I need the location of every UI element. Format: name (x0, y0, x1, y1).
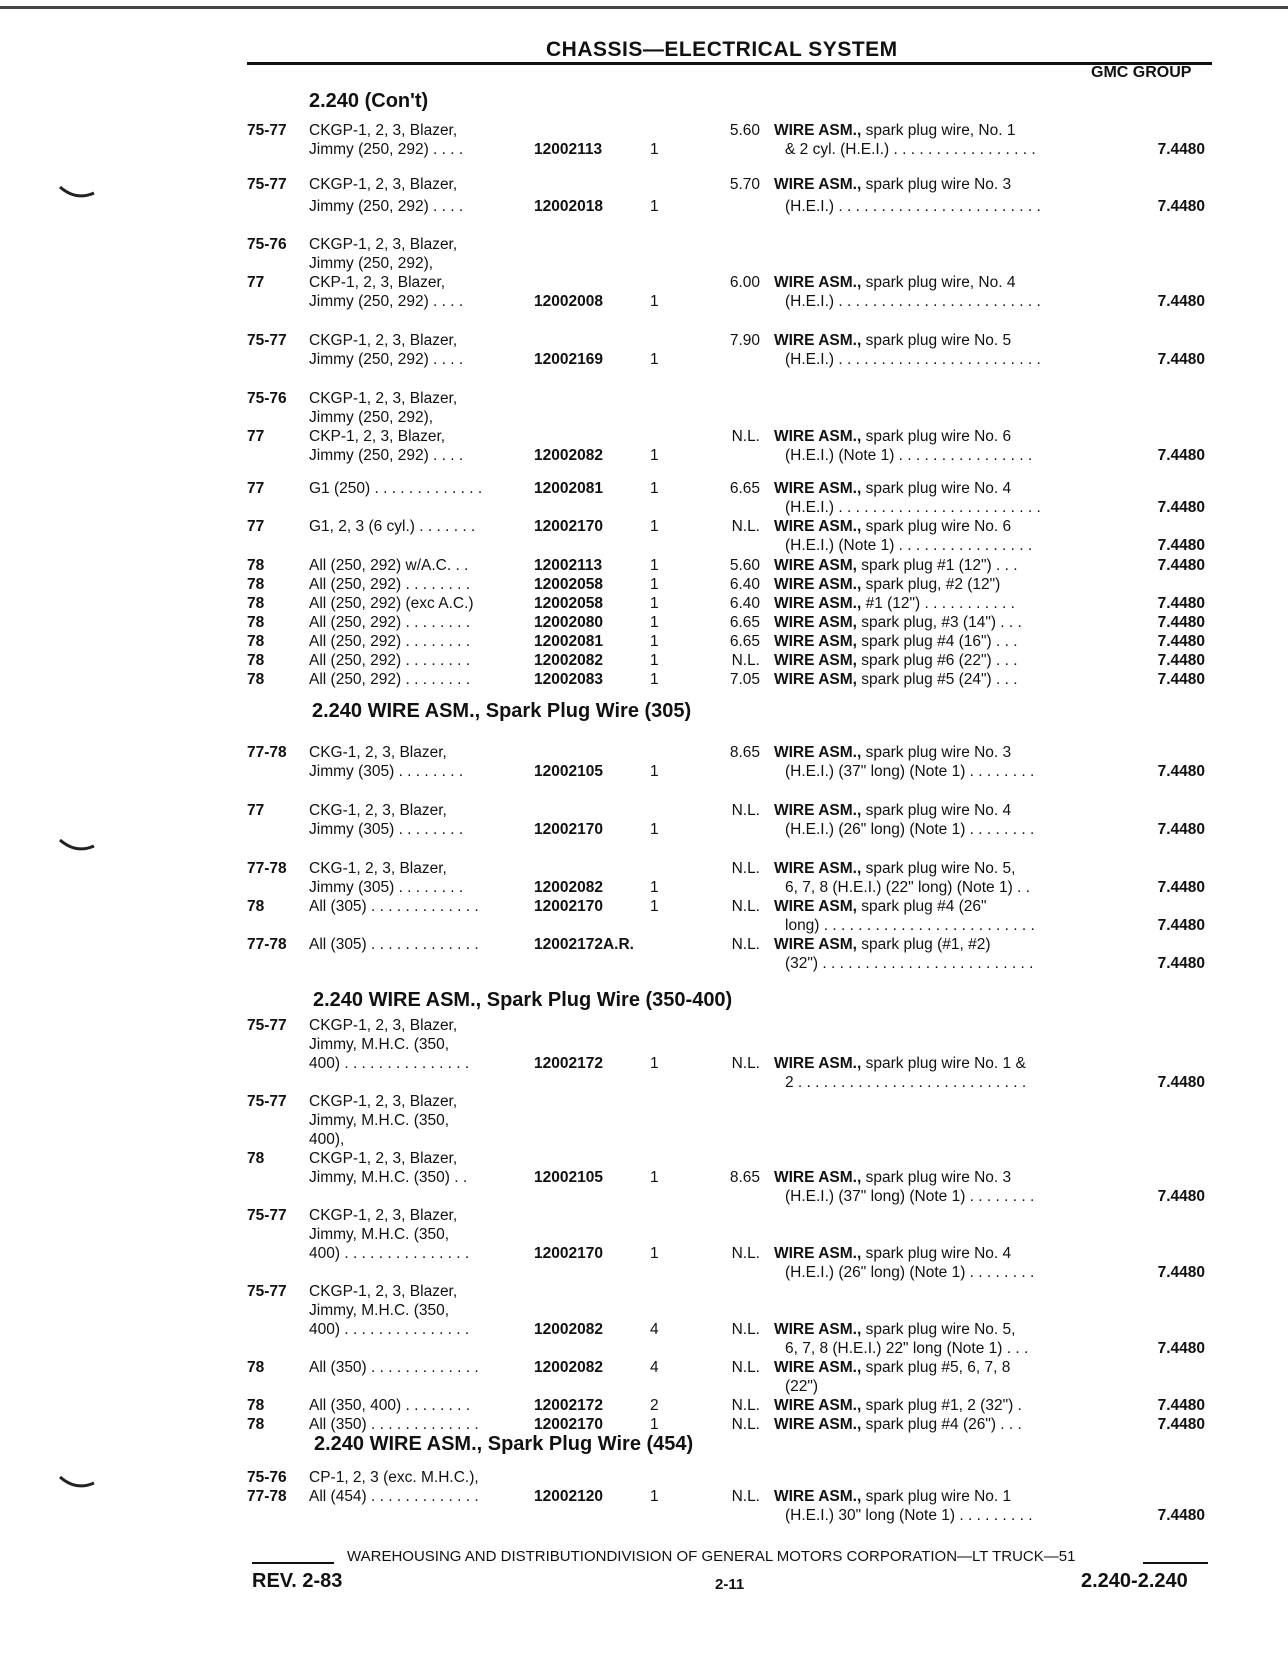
description: WIRE ASM., spark plug, #2 (12") (774, 576, 1001, 593)
group-code: 7.4480 (1157, 671, 1205, 688)
model-text: All (250, 292) . . . . . . . . (309, 671, 471, 688)
year: 78 (247, 614, 265, 631)
description: (H.E.I.) (26" long) (Note 1) . . . . . . . . (785, 1264, 1035, 1281)
year: 77 (247, 428, 265, 445)
part-number: 12002170 (534, 1245, 603, 1262)
price: N.L. (731, 1055, 760, 1072)
description: WIRE ASM, spark plug #6 (22") . . . (774, 652, 1018, 669)
group-code: 7.4480 (1157, 1507, 1205, 1524)
model-text: All (305) . . . . . . . . . . . . . (309, 936, 479, 953)
model-text: Jimmy, M.H.C. (350, (309, 1226, 450, 1243)
group-code: 7.4480 (1157, 763, 1205, 780)
price: N.L. (731, 1245, 760, 1262)
model-text: Jimmy (305) . . . . . . . . (309, 763, 464, 780)
model-text: 400) . . . . . . . . . . . . . . . (309, 1055, 470, 1072)
year: 77-78 (247, 936, 287, 953)
group-code: 7.4480 (1157, 293, 1205, 310)
description: WIRE ASM., spark plug wire No. 1 & (774, 1055, 1026, 1072)
description: (H.E.I.) (26" long) (Note 1) . . . . . . . . (785, 821, 1035, 838)
footer-rule-right (1143, 1562, 1208, 1564)
price: N.L. (731, 428, 760, 445)
quantity: 1 (650, 614, 659, 631)
quantity: 1 (650, 1169, 659, 1186)
year: 75-76 (247, 1469, 287, 1486)
price: 6.65 (729, 633, 760, 650)
price: N.L. (731, 936, 760, 953)
model-text: All (305) . . . . . . . . . . . . . (309, 898, 479, 915)
quantity: 1 (650, 652, 659, 669)
description: (H.E.I.) (37" long) (Note 1) . . . . . . . . (785, 1188, 1035, 1205)
group-code: 7.4480 (1157, 1340, 1205, 1357)
description: WIRE ASM., spark plug wire, No. 1 (774, 122, 1016, 139)
description: WIRE ASM., spark plug wire, No. 4 (774, 274, 1016, 291)
model-text: CKP-1, 2, 3, Blazer, (309, 428, 446, 445)
model-text: CKG-1, 2, 3, Blazer, (309, 744, 447, 761)
group-code: 7.4480 (1157, 447, 1205, 464)
quantity: 1 (650, 576, 659, 593)
description: WIRE ASM., spark plug wire No. 5 (774, 332, 1012, 349)
model-text: CKGP-1, 2, 3, Blazer, (309, 332, 458, 349)
quantity: 1 (650, 518, 659, 535)
part-number: 12002170 (534, 821, 603, 838)
description: WIRE ASM., spark plug wire No. 4 (774, 802, 1012, 819)
binder-hole-mark (58, 838, 96, 852)
year: 77 (247, 480, 265, 497)
model-text: All (250, 292) . . . . . . . . (309, 614, 471, 631)
year: 77-78 (247, 1488, 287, 1505)
group-code: 7.4480 (1157, 879, 1205, 896)
description: WIRE ASM., spark plug wire No. 3 (774, 176, 1012, 193)
quantity: 1 (650, 633, 659, 650)
revision-label: REV. 2-83 (252, 1570, 343, 1592)
model-text: Jimmy (305) . . . . . . . . (309, 821, 464, 838)
model-text: Jimmy (250, 292), (309, 255, 434, 272)
description: WIRE ASM., spark plug wire No. 1 (774, 1488, 1012, 1505)
model-text: Jimmy, M.H.C. (350, (309, 1112, 450, 1129)
model-text: All (250, 292) w/A.C. . . (309, 557, 469, 574)
footer-rule-left (252, 1562, 334, 1564)
year: 77-78 (247, 860, 287, 877)
price: 8.65 (729, 744, 760, 761)
quantity: 1 (650, 351, 659, 368)
model-text: All (350, 400) . . . . . . . . (309, 1397, 471, 1414)
model-text: All (250, 292) (exc A.C.) (309, 595, 474, 612)
description: WIRE ASM, spark plug #1 (12") . . . (774, 557, 1018, 574)
part-number: 12002018 (534, 198, 603, 215)
section-heading-350-400: 2.240 WIRE ASM., Spark Plug Wire (350-400) (313, 989, 733, 1011)
description: WIRE ASM, spark plug #4 (16") . . . (774, 633, 1018, 650)
price: 5.70 (729, 176, 760, 193)
description: WIRE ASM, spark plug #4 (26" (774, 898, 987, 915)
model-text: G1 (250) . . . . . . . . . . . . . (309, 480, 483, 497)
year: 78 (247, 595, 265, 612)
header-rule (247, 62, 1212, 65)
part-number: 12002058 (534, 576, 603, 593)
section-range: 2.240-2.240 (1081, 1570, 1188, 1592)
description: long) . . . . . . . . . . . . . . . . . . . . . . . . . (785, 917, 1035, 934)
part-number: 12002170 (534, 518, 603, 535)
footer-text: WAREHOUSING AND DISTRIBUTIONDIVISION OF GENERAL MOTORS CORPORATION—LT TRUCK—51 (347, 1548, 1076, 1565)
year: 78 (247, 557, 265, 574)
year: 78 (247, 633, 265, 650)
year: 75-76 (247, 236, 287, 253)
part-number: 12002105 (534, 763, 603, 780)
group-code: 7.4480 (1157, 198, 1205, 215)
group-code: 7.4480 (1157, 499, 1205, 516)
part-number: 12002083 (534, 671, 603, 688)
group-code: 7.4480 (1157, 141, 1205, 158)
model-text: Jimmy (250, 292) . . . . (309, 447, 464, 464)
binder-hole-mark (58, 185, 96, 199)
description: (H.E.I.) . . . . . . . . . . . . . . . . . . . . . . . . (785, 499, 1041, 516)
model-text: All (250, 292) . . . . . . . . (309, 652, 471, 669)
description: (H.E.I.) . . . . . . . . . . . . . . . . . . . . . . . . (785, 351, 1041, 368)
model-text: CKGP-1, 2, 3, Blazer, (309, 1283, 458, 1300)
model-text: CKGP-1, 2, 3, Blazer, (309, 122, 458, 139)
price: N.L. (731, 802, 760, 819)
part-number: 12002058 (534, 595, 603, 612)
model-text: 400) . . . . . . . . . . . . . . . (309, 1321, 470, 1338)
quantity: 1 (650, 198, 659, 215)
continued-heading: 2.240 (Con't) (309, 90, 429, 112)
description: WIRE ASM., spark plug wire No. 3 (774, 744, 1012, 761)
part-number: 12002113 (534, 557, 603, 574)
binder-hole-mark (58, 1475, 96, 1489)
model-text: Jimmy (250, 292), (309, 409, 434, 426)
price: 7.90 (729, 332, 760, 349)
quantity: 1 (650, 447, 659, 464)
description: (22") (785, 1378, 819, 1395)
year: 78 (247, 1416, 265, 1433)
quantity: 1 (650, 879, 659, 896)
price: N.L. (731, 1416, 760, 1433)
year: 77-78 (247, 744, 287, 761)
group-code: 7.4480 (1157, 1264, 1205, 1281)
description: 2 . . . . . . . . . . . . . . . . . . . . . . . . . . . (785, 1074, 1027, 1091)
group-code: 7.4480 (1157, 917, 1205, 934)
quantity: 1 (650, 595, 659, 612)
price: N.L. (731, 1397, 760, 1414)
description: WIRE ASM, spark plug, #3 (14") . . . (774, 614, 1022, 631)
year: 75-77 (247, 1017, 287, 1034)
quantity: 2 (650, 1397, 659, 1414)
section-heading-305: 2.240 WIRE ASM., Spark Plug Wire (305) (312, 700, 692, 722)
group-code: 7.4480 (1157, 955, 1205, 972)
part-number: 12002082 (534, 447, 603, 464)
year: 78 (247, 671, 265, 688)
price: 6.65 (729, 480, 760, 497)
model-text: CKGP-1, 2, 3, Blazer, (309, 176, 458, 193)
model-text: CKGP-1, 2, 3, Blazer, (309, 1150, 458, 1167)
price: N.L. (731, 860, 760, 877)
model-text: All (350) . . . . . . . . . . . . . (309, 1359, 479, 1376)
part-number: 12002082 (534, 1359, 603, 1376)
quantity: 4 (650, 1321, 659, 1338)
group-code: 7.4480 (1157, 821, 1205, 838)
price: N.L. (731, 652, 760, 669)
group-code: 7.4480 (1157, 1416, 1205, 1433)
scan-top-edge (0, 6, 1288, 9)
quantity: 1 (650, 1416, 659, 1433)
price: 6.65 (729, 614, 760, 631)
price: N.L. (731, 898, 760, 915)
year: 78 (247, 1150, 265, 1167)
description: (H.E.I.) . . . . . . . . . . . . . . . . . . . . . . . . (785, 198, 1041, 215)
description: WIRE ASM., spark plug wire No. 3 (774, 1169, 1012, 1186)
group-code: 7.4480 (1157, 1397, 1205, 1414)
group-code: 7.4480 (1157, 633, 1205, 650)
year: 77 (247, 518, 265, 535)
quantity: 1 (650, 293, 659, 310)
group-code: 7.4480 (1157, 1074, 1205, 1091)
quantity: 4 (650, 1359, 659, 1376)
description: (H.E.I.) (37" long) (Note 1) . . . . . . . . (785, 763, 1035, 780)
year: 78 (247, 652, 265, 669)
description: & 2 cyl. (H.E.I.) . . . . . . . . . . . . . . . . . (785, 141, 1036, 158)
model-text: CKGP-1, 2, 3, Blazer, (309, 1093, 458, 1110)
description: WIRE ASM, spark plug #5 (24") . . . (774, 671, 1018, 688)
model-text: 400), (309, 1131, 345, 1148)
price: 8.65 (729, 1169, 760, 1186)
part-number: 12002120 (534, 1488, 603, 1505)
part-number: 12002082 (534, 652, 603, 669)
part-number: 12002080 (534, 614, 603, 631)
model-text: CKGP-1, 2, 3, Blazer, (309, 236, 458, 253)
description: (H.E.I.) (Note 1) . . . . . . . . . . . . . . . . (785, 537, 1033, 554)
price: N.L. (731, 518, 760, 535)
quantity: 1 (650, 1245, 659, 1262)
price: 6.00 (729, 274, 760, 291)
description: WIRE ASM, spark plug (#1, #2) (774, 936, 991, 953)
part-number: 12002008 (534, 293, 603, 310)
year: 78 (247, 898, 265, 915)
model-text: CKGP-1, 2, 3, Blazer, (309, 390, 458, 407)
model-text: All (250, 292) . . . . . . . . (309, 633, 471, 650)
group-code: 7.4480 (1157, 351, 1205, 368)
part-number: 12002081 (534, 633, 603, 650)
model-text: CKG-1, 2, 3, Blazer, (309, 802, 447, 819)
part-number: 12002172 (534, 1397, 603, 1414)
part-number: 12002113 (534, 141, 603, 158)
price: 5.60 (729, 122, 760, 139)
description: WIRE ASM., spark plug #4 (26") . . . (774, 1416, 1022, 1433)
part-number: 12002105 (534, 1169, 603, 1186)
part-number: 12002082 (534, 879, 603, 896)
model-text: Jimmy, M.H.C. (350, (309, 1036, 450, 1053)
price: 6.40 (729, 595, 760, 612)
model-text: Jimmy, M.H.C. (350) . . (309, 1169, 468, 1186)
year: 75-77 (247, 1283, 287, 1300)
quantity: 1 (650, 671, 659, 688)
price: N.L. (731, 1321, 760, 1338)
group-code: 7.4480 (1157, 1188, 1205, 1205)
year: 77 (247, 802, 265, 819)
description: (H.E.I.) . . . . . . . . . . . . . . . . . . . . . . . . (785, 293, 1041, 310)
page-number: 2-11 (715, 1576, 745, 1593)
part-number: 12002082 (534, 1321, 603, 1338)
description: WIRE ASM., spark plug wire No. 4 (774, 480, 1012, 497)
section-heading-454: 2.240 WIRE ASM., Spark Plug Wire (454) (314, 1433, 694, 1455)
description: WIRE ASM., spark plug wire No. 4 (774, 1245, 1012, 1262)
group-code: 7.4480 (1157, 652, 1205, 669)
description: WIRE ASM., spark plug wire No. 6 (774, 518, 1012, 535)
description: WIRE ASM., spark plug wire No. 6 (774, 428, 1012, 445)
price: 7.05 (729, 671, 760, 688)
model-text: CKP-1, 2, 3, Blazer, (309, 274, 446, 291)
model-text: All (250, 292) . . . . . . . . (309, 576, 471, 593)
model-text: Jimmy (250, 292) . . . . (309, 198, 464, 215)
description: WIRE ASM., #1 (12") . . . . . . . . . . . (774, 595, 1015, 612)
part-number: 12002170 (534, 1416, 603, 1433)
quantity: 1 (650, 763, 659, 780)
part-number: 12002169 (534, 351, 603, 368)
group-code: 7.4480 (1157, 614, 1205, 631)
group-code: 7.4480 (1157, 595, 1205, 612)
description: WIRE ASM., spark plug #1, 2 (32") . (774, 1397, 1022, 1414)
model-text: Jimmy (250, 292) . . . . (309, 351, 464, 368)
group-code: 7.4480 (1157, 537, 1205, 554)
price: 5.60 (729, 557, 760, 574)
description: WIRE ASM., spark plug #5, 6, 7, 8 (774, 1359, 1011, 1376)
model-text: Jimmy (305) . . . . . . . . (309, 879, 464, 896)
group-label: GMC GROUP (1091, 64, 1192, 81)
year: 75-77 (247, 1207, 287, 1224)
year: 78 (247, 576, 265, 593)
quantity: 1 (650, 898, 659, 915)
quantity: 1 (650, 1488, 659, 1505)
description: 6, 7, 8 (H.E.I.) (22" long) (Note 1) . . (785, 879, 1030, 896)
year: 75-76 (247, 390, 287, 407)
model-text: Jimmy (250, 292) . . . . (309, 141, 464, 158)
model-text: Jimmy, M.H.C. (350, (309, 1302, 450, 1319)
description: (32") . . . . . . . . . . . . . . . . . . . . . . . . . (785, 955, 1034, 972)
part-number: 12002170 (534, 898, 603, 915)
part-number: 12002172A.R. (534, 936, 634, 953)
model-text: Jimmy (250, 292) . . . . (309, 293, 464, 310)
part-number: 12002081 (534, 480, 603, 497)
year: 75-77 (247, 1093, 287, 1110)
model-text: CKGP-1, 2, 3, Blazer, (309, 1207, 458, 1224)
year: 75-77 (247, 176, 287, 193)
model-text: G1, 2, 3 (6 cyl.) . . . . . . . (309, 518, 476, 535)
model-text: CKGP-1, 2, 3, Blazer, (309, 1017, 458, 1034)
price: 6.40 (729, 576, 760, 593)
year: 75-77 (247, 122, 287, 139)
model-text: All (350) . . . . . . . . . . . . . (309, 1416, 479, 1433)
model-text: All (454) . . . . . . . . . . . . . (309, 1488, 479, 1505)
year: 78 (247, 1397, 265, 1414)
price: N.L. (731, 1488, 760, 1505)
group-code: 7.4480 (1157, 557, 1205, 574)
quantity: 1 (650, 821, 659, 838)
year: 78 (247, 1359, 265, 1376)
description: (H.E.I.) (Note 1) . . . . . . . . . . . . . . . . (785, 447, 1033, 464)
description: WIRE ASM., spark plug wire No. 5, (774, 1321, 1016, 1338)
description: (H.E.I.) 30" long (Note 1) . . . . . . . . . (785, 1507, 1033, 1524)
model-text: 400) . . . . . . . . . . . . . . . (309, 1245, 470, 1262)
model-text: CP-1, 2, 3 (exc. M.H.C.), (309, 1469, 479, 1486)
quantity: 1 (650, 557, 659, 574)
quantity: 1 (650, 1055, 659, 1072)
description: 6, 7, 8 (H.E.I.) 22" long (Note 1) . . . (785, 1340, 1029, 1357)
part-number: 12002172 (534, 1055, 603, 1072)
year: 77 (247, 274, 265, 291)
description: WIRE ASM., spark plug wire No. 5, (774, 860, 1016, 877)
year: 75-77 (247, 332, 287, 349)
model-text: CKG-1, 2, 3, Blazer, (309, 860, 447, 877)
quantity: 1 (650, 141, 659, 158)
page-title: CHASSIS—ELECTRICAL SYSTEM (546, 38, 898, 61)
price: N.L. (731, 1359, 760, 1376)
quantity: 1 (650, 480, 659, 497)
